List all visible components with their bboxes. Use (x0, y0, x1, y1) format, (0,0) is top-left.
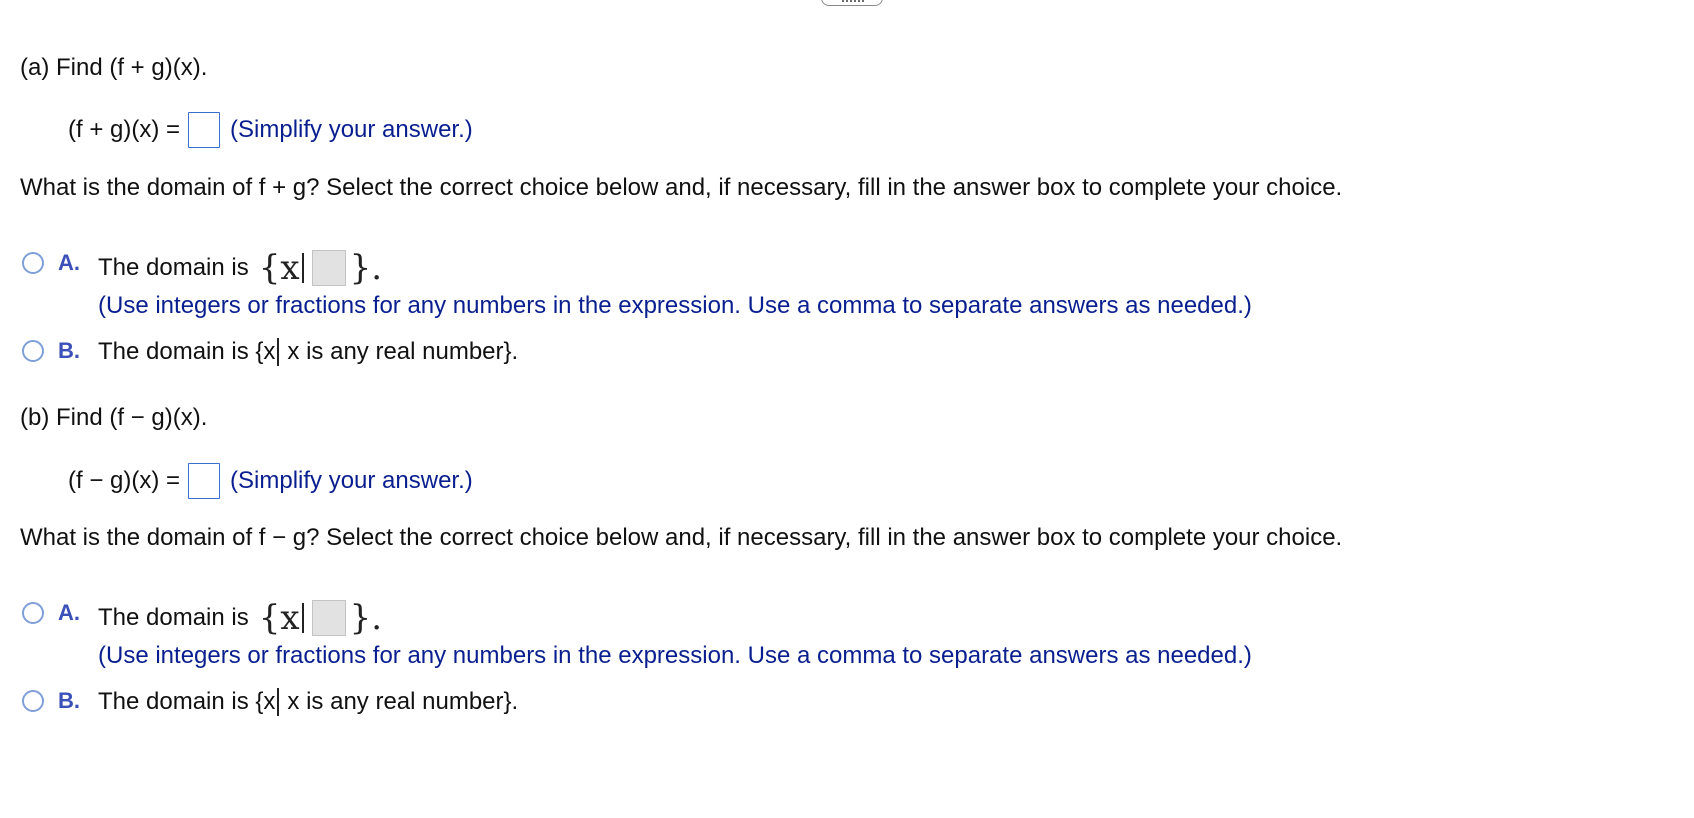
part-a-title: (a) Find (f + g)(x). (20, 54, 208, 81)
part-a-choice-b-such-that-bar (277, 338, 279, 366)
part-b-choice-a-prefix: The domain is (98, 604, 249, 631)
part-b-choice-a-such-that-bar (302, 603, 304, 633)
part-b-domain-input[interactable] (312, 600, 346, 636)
part-b-choice-b-text-end: x is any real number}. (287, 688, 519, 715)
part-a-choice-a-brace-close: }. (349, 248, 383, 288)
part-a-choice-a-prefix: The domain is (98, 254, 249, 281)
part-b-expr-label: (f − g)(x) = (68, 467, 181, 494)
part-a-expr-label: (f + g)(x) = (68, 116, 181, 143)
part-a-domain-question: What is the domain of f + g? Select the correct choice below and, if necessary, fill in the answer box to complete your choice. (20, 174, 1343, 201)
part-a-choice-a-letter: A. (58, 250, 80, 275)
part-b-choice-a-letter: A. (58, 600, 80, 625)
part-b-choice-a-brace-close: }. (349, 598, 383, 638)
part-a-choice-a-radio[interactable] (22, 252, 44, 274)
part-a-expression (68, 112, 473, 148)
part-a-choice-b-letter: B. (58, 338, 80, 363)
part-a-choice-a[interactable] (22, 250, 1252, 320)
part-a-choice-b-text-start: The domain is {x (98, 338, 276, 365)
part-b-expression (68, 463, 473, 499)
part-a-domain-input[interactable] (312, 250, 346, 286)
part-a-choice-a-such-that-bar (302, 253, 304, 283)
part-b-domain-question: What is the domain of f − g? Select the correct choice below and, if necessary, fill in the answer box to complete your choice. (20, 524, 1343, 551)
part-a-choice-a-brace-open: {x (258, 248, 300, 288)
collapse-handle[interactable] (821, 0, 883, 6)
part-a-choice-a-hint: (Use integers or fractions for any numbers in the expression. Use a comma to separate answers as needed.) (98, 292, 1252, 319)
part-a-answer-box[interactable] (188, 112, 220, 148)
part-b-choice-a[interactable] (22, 600, 1252, 670)
part-b-choice-a-radio[interactable] (22, 602, 44, 624)
part-a-simplify-hint: (Simplify your answer.) (230, 116, 473, 143)
part-b-choice-b-letter: B. (58, 688, 80, 713)
part-b-choice-a-hint: (Use integers or fractions for any numbers in the expression. Use a comma to separate answers as needed.) (98, 642, 1252, 669)
part-b-simplify-hint: (Simplify your answer.) (230, 467, 473, 494)
part-a-choice-b[interactable] (22, 338, 518, 366)
part-b-answer-box[interactable] (188, 463, 220, 499)
part-b-choice-b-text-start: The domain is {x (98, 688, 276, 715)
part-a-choice-b-radio[interactable] (22, 340, 44, 362)
part-b-title: (b) Find (f − g)(x). (20, 404, 208, 431)
part-b-choice-b[interactable] (22, 688, 518, 716)
part-b-choice-b-such-that-bar (277, 688, 279, 716)
part-b-choice-a-brace-open: {x (258, 598, 300, 638)
part-b-choice-b-radio[interactable] (22, 690, 44, 712)
part-a-choice-b-text-end: x is any real number}. (287, 338, 519, 365)
